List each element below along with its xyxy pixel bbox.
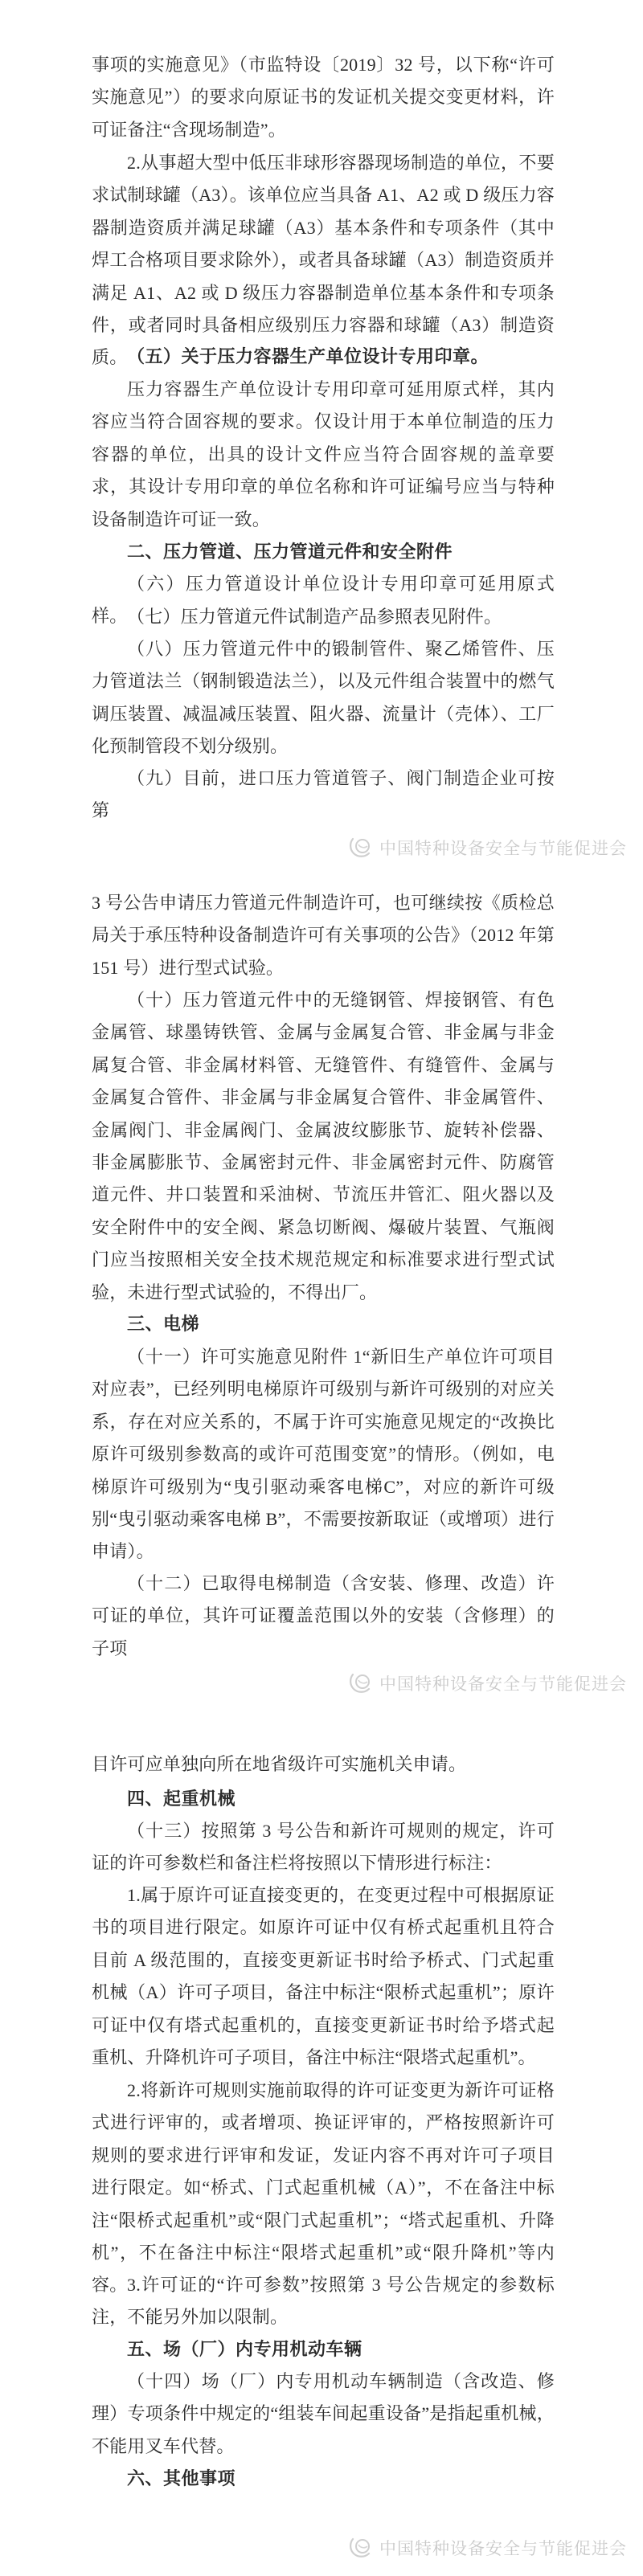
heading-item-5-design-seal: （五）关于压力容器生产单位设计专用印章。: [127, 346, 489, 366]
association-logo-icon: [348, 836, 374, 859]
paragraph-item-13-annotation-rules: （十三）按照第 3 号公告和新许可规则的规定，许可证的许可参数栏和备注栏将按照以下情形进行标注：: [92, 1821, 555, 1874]
paragraph-direct-change: 1.属于原许可证直接变更的，在变更过程中可根据原证书的项目进行限定。如原许可证中仅有桥式起重机且符合目前 A 级范围的，直接变更新证书时给予桥式、门式起重机械（A）许可子项目，备注中标注“限桥式起重机”；原许可证中仅有塔式起重机的，直接变更新证书时给予塔式起重机、升降机许可子项目，备注中标注“限塔式起重机”。: [92, 1885, 555, 2068]
paragraph-item-11-license-mapping: （十一）许可实施意见附件 1“新旧生产单位许可项目对应表”，已经列明电梯原许可级别与新许可级别的对应关系，存在对应关系的，不属于许可实施意见规定的“改换比原许可级别参数高的或许可范围变宽”的情形。（例如，电梯原许可级别为“曳引驱动乘客电梯C”，对应的新许可级别“曳引驱动乘客电梯 B”，不需要按新取证（或增项）进行申请）。: [92, 1347, 555, 1562]
watermark: [348, 836, 627, 860]
heading-section-2-pressure-piping: 二、压力管道、压力管道元件和安全附件: [127, 542, 453, 562]
paragraph-design-seal-detail: 压力容器生产单位设计专用印章可延用原式样，其内容应当符合固容规的要求。仅设计用于本单位制造的压力容器的单位，出具的设计文件应当符合固容规的盖章要求，其设计专用印章的单位名称和许可证编号应当与特种设备制造许可证一致。: [92, 379, 555, 530]
paragraph-license-parameters: 3.许可证的“许可参数”按照第 3 号公告规定的参数标注，不能另外加以限制。: [92, 2275, 555, 2328]
paragraph-item-2-spherical-tanks: 2.从事超大型中低压非球形容器现场制造的单位，不要求试制球罐（A3）。该单位应当具备 A1、A2 或 D 级压力容器制造资质并满足球罐（A3）基本条件和专项条件（其中焊工合格项目要求除外），或者具备球罐（A3）制造资质并满足 A1、A2 或 D 级压力容器制造单位基本条件和专项条件，或者同时具备相应级别压力容器和球罐（A3）制造资质。: [92, 153, 555, 368]
paragraph-item-8-component-grades: （八）压力管道元件中的锻制管件、聚乙烯管件、压力管道法兰（钢制锻造法兰），以及元件组合装置中的燃气调压装置、减温减压装置、阻火器、流量计（壳体）、工厂化预制管段不划分级别。: [92, 639, 555, 757]
paragraph-item-6-piping-design-seal: （六）压力管道设计单位设计专用印章可延用原式样。: [92, 574, 555, 627]
watermark: [348, 2536, 627, 2560]
association-logo-icon: [348, 2537, 374, 2559]
watermark: [348, 1671, 627, 1695]
association-logo-icon: [348, 1672, 374, 1695]
paragraph-item-12-elevator-license: （十二）已取得电梯制造（含安装、修理、改造）许可证的单位，其许可证覆盖范围以外的安装（含修理）的子项: [92, 1573, 555, 1658]
heading-section-3-elevators: 三、电梯: [127, 1314, 200, 1334]
heading-section-6-other-matters: 六、其他事项: [127, 2468, 236, 2488]
paragraph-item-14-assembly-lifting: （十四）场（厂）内专用机动车辆制造（含改造、修理）专项条件中规定的“组装车间起重设备”是指起重机械，不能用叉车代替。: [92, 2371, 555, 2456]
paragraph-item-9-imported-components: （九）目前，进口压力管道管子、阀门制造企业可按第: [92, 768, 555, 821]
paragraph-continuation: 目许可应单独向所在地省级许可实施机关申请。: [92, 1754, 467, 1774]
paragraph-item-7-trial-products: （七）压力管道元件试制造产品参照表见附件。: [127, 607, 502, 627]
watermark-text: 中国特种设备安全与节能促进会: [379, 1675, 627, 1694]
watermark-text: 中国特种设备安全与节能促进会: [379, 840, 627, 858]
paragraph-item-10-type-tests: （十）压力管道元件中的无缝钢管、焊接钢管、有色金属管、球墨铸铁管、金属与金属复合管、非金属与非金属复合管、非金属材料管、无缝管件、有缝管件、金属与金属复合管件、非金属与非金属复合管件、非金属管件、金属阀门、非金属阀门、金属波纹膨胀节、旋转补偿器、非金属膨胀节、金属密封元件、非金属密封元件、防腐管道元件、井口装置和采油树、节流压井管汇、阻火器以及安全附件中的安全阀、紧急切断阀、爆破片装置、气瓶阀门应当按照相关安全技术规范规定和标准要求进行型式试验，未进行型式试验的，不得出厂。: [92, 990, 555, 1302]
paragraph-continuation: 事项的实施意见》（市监特设〔2019〕32 号，以下称“许可实施意见”）的要求向原证书的发证机关提交变更材料，许可证备注“含现场制造”。: [92, 55, 555, 140]
watermark-text: 中国特种设备安全与节能促进会: [379, 2540, 627, 2558]
heading-section-4-lifting-machinery: 四、起重机械: [127, 1789, 236, 1809]
paragraph-new-rule-review: 2.将新许可规则实施前取得的许可证变更为新许可证格式进行评审的，或者增项、换证评审的，严格按照新许可规则的要求进行评审和发证，发证内容不再对许可子项目进行限定。如“桥式、门式起重机械（A）”，不在备注中标注“限桥式起重机”或“限门式起重机”；“塔式起重机、升降机”，不在备注中标注“限塔式起重机”或“限升降机”等内容。: [92, 2080, 555, 2296]
heading-section-5-factory-vehicles: 五、场（厂）内专用机动车辆: [127, 2339, 362, 2359]
paragraph-continuation: 3 号公告申请压力管道元件制造许可，也可继续按《质检总局关于承压特种设备制造许可有关事项的公告》（2012 年第 151 号）进行型式试验。: [92, 893, 555, 978]
